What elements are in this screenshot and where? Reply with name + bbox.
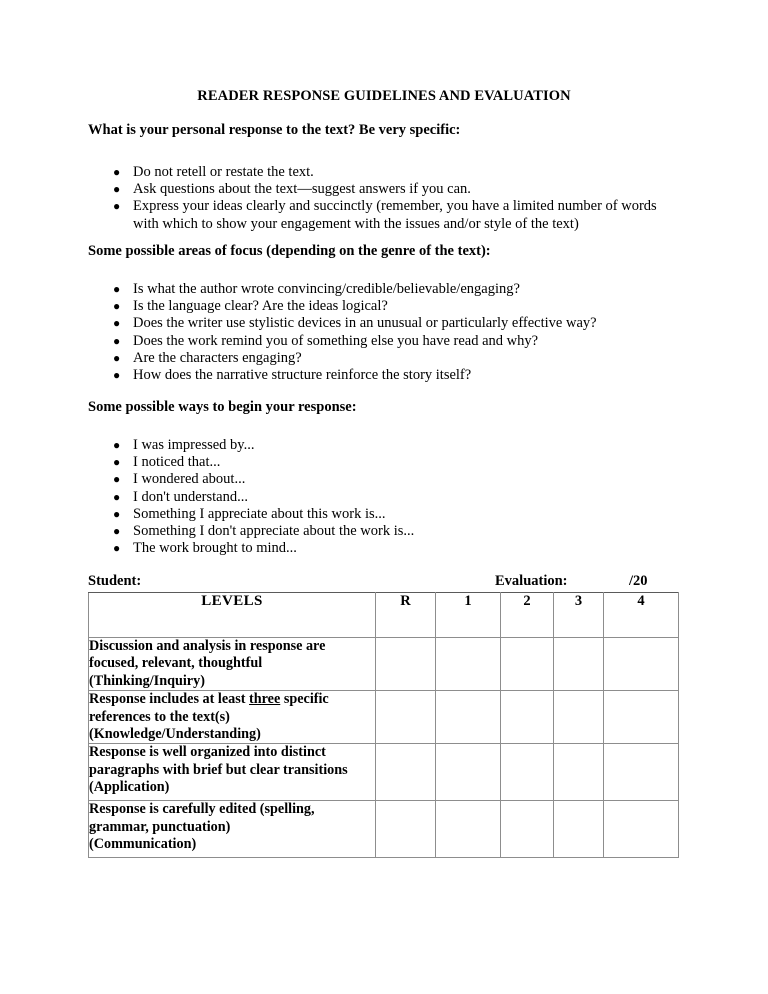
score-cell-r[interactable] [376,801,436,858]
bullet-list-personal-response [88,164,688,233]
criterion-line-emphasized [89,691,329,707]
bullet-dot-icon: ● [113,506,121,521]
bullet-list-areas-of-focus [88,281,688,384]
criterion-line: Response is well organized into distinct [89,744,326,761]
list-item-label: Do not retell or restate the text. [133,164,314,180]
bullet-dot-icon: ● [113,368,121,383]
score-cell-2[interactable] [501,638,554,691]
score-cell-3[interactable] [554,801,604,858]
list-item-label: Are the characters engaging? [133,349,302,366]
list-item [88,523,688,540]
criterion-line: (Communication) [89,836,197,853]
criterion-line-suffix: specific [280,691,329,708]
bullet-dot-icon: ● [113,541,121,556]
table-header-row [89,593,679,638]
evaluation-table-wrapper [88,592,678,858]
criterion-line: paragraphs with brief but clear transitions [89,761,348,778]
student-label: Student: [88,573,142,589]
bullet-dot-icon: ● [113,282,121,296]
list-item [88,281,688,298]
score-cell-3[interactable] [554,744,604,801]
criterion-line-prefix: Response includes at least [89,691,250,708]
criterion-line: focused, relevant, thoughtful [89,655,263,672]
score-header-2: 2 [501,593,554,638]
criterion-line: grammar, punctuation) [89,818,231,835]
list-item-label: Is the language clear? Are the ideas logical? [133,298,388,315]
list-item [88,437,688,454]
evaluation-label: Evaluation: [495,573,568,589]
criterion-line: (Thinking/Inquiry) [89,672,205,689]
score-cell-3[interactable] [554,638,604,691]
list-item-label: How does the narrative structure reinforce the story itself? [133,367,472,384]
score-cell-4[interactable] [604,638,679,691]
table-row [89,801,679,858]
criterion-thinking-inquiry [89,638,376,691]
criterion-emphasis: three [249,691,281,708]
list-item-label: I don't understand... [133,488,248,505]
criterion-line: Response is carefully edited (spelling, [89,801,315,818]
score-cell-r[interactable] [376,638,436,691]
list-item [88,333,688,350]
table-row [89,638,679,691]
section-heading-ways-to-begin: Some possible ways to begin your response: [88,399,357,415]
score-cell-4[interactable] [604,744,679,801]
score-cell-1[interactable] [436,744,501,801]
table-row [89,691,679,744]
score-cell-2[interactable] [501,744,554,801]
score-cell-1[interactable] [436,691,501,744]
criterion-line: (Application) [89,779,170,796]
page-title: READER RESPONSE GUIDELINES AND EVALUATION [197,88,571,104]
list-item-label: Is what the author wrote convincing/credible/believable/engaging? [133,281,520,297]
list-item [88,471,688,488]
criterion-communication [89,801,376,858]
score-cell-2[interactable] [501,801,554,858]
bullet-list-ways-to-begin [88,437,688,557]
score-header-r: R [376,593,436,638]
criterion-line: Discussion and analysis in response are [89,638,326,654]
bullet-dot-icon: ● [113,350,121,365]
list-item [88,350,688,367]
evaluation-meta-row [88,573,678,593]
score-cell-r[interactable] [376,744,436,801]
bullet-dot-icon: ● [113,199,121,214]
list-item-label: Something I appreciate about this work is... [133,505,386,522]
bullet-dot-icon: ● [113,182,121,197]
score-cell-3[interactable] [554,691,604,744]
bullet-dot-icon: ● [113,333,121,348]
list-item [88,164,688,181]
score-header-4: 4 [604,593,679,638]
bullet-dot-icon: ● [113,165,121,179]
score-header-3: 3 [554,593,604,638]
evaluation-rubric-table [88,592,679,858]
score-cell-1[interactable] [436,638,501,691]
list-item [88,506,688,523]
list-item [88,315,688,332]
bullet-dot-icon: ● [113,316,121,331]
list-item-label: Ask questions about the text—suggest answers if you can. [133,181,471,198]
criterion-application [89,744,376,801]
score-cell-2[interactable] [501,691,554,744]
score-cell-1[interactable] [436,801,501,858]
list-item-label: I was impressed by... [133,437,255,453]
list-item [88,198,688,232]
bullet-dot-icon: ● [113,489,121,504]
list-item [88,489,688,506]
table-row [89,744,679,801]
section-heading-personal-response: What is your personal response to the text? Be very specific: [88,122,461,138]
criterion-knowledge-understanding [89,691,376,744]
list-item [88,298,688,315]
list-item-label: The work brought to mind... [133,540,297,557]
bullet-dot-icon: ● [113,438,121,452]
bullet-dot-icon: ● [113,455,121,470]
list-item-label: I noticed that... [133,454,221,471]
score-cell-4[interactable] [604,801,679,858]
criterion-line: references to the text(s) [89,708,230,725]
list-item [88,540,688,557]
list-item [88,181,688,198]
list-item-label: I wondered about... [133,471,246,488]
list-item [88,367,688,384]
score-cell-4[interactable] [604,691,679,744]
section-heading-areas-of-focus: Some possible areas of focus (depending on the genre of the text): [88,243,491,259]
list-item-label: Does the work remind you of something else you have read and why? [133,332,539,349]
levels-header-cell: LEVELS [89,593,376,638]
evaluation-out-of-label: /20 [629,573,648,589]
list-item-label: Does the writer use stylistic devices in an unusual or particularly effective way? [133,315,597,332]
score-cell-r[interactable] [376,691,436,744]
list-item-label: Express your ideas clearly and succinctly (remember, you have a limited number of words with which to show your engagement with the issues and/or style of the text) [133,198,657,232]
bullet-dot-icon: ● [113,472,121,487]
criterion-line: (Knowledge/Understanding) [89,726,261,743]
score-header-1: 1 [436,593,501,638]
bullet-dot-icon: ● [113,524,121,539]
list-item [88,454,688,471]
bullet-dot-icon: ● [113,299,121,314]
list-item-label: Something I don't appreciate about the work is... [133,523,415,540]
